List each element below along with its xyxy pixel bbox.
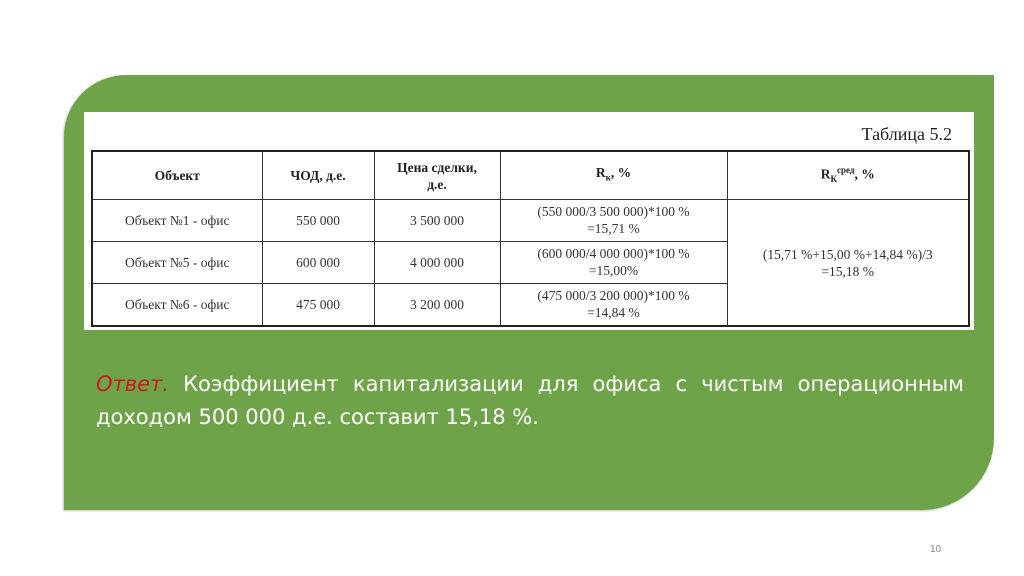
cell-object: Объект №5 - офис [92, 241, 262, 283]
answer-body: Коэффициент капитализации для офиса с чистым операционным доходом 500 000 д.е. составит 15,18 %. [96, 372, 964, 429]
header-noi: ЧОД, д.е. [262, 151, 374, 200]
answer-label: Ответ. [96, 372, 169, 396]
cell-noi: 550 000 [262, 200, 374, 242]
cell-object: Объект №1 - офис [92, 200, 262, 242]
cell-noi: 475 000 [262, 283, 374, 326]
table-row [92, 200, 969, 242]
cell-price: 3 500 000 [374, 200, 500, 242]
table-header-row [92, 151, 969, 200]
cell-rk: (550 000/3 500 000)*100 % =15,71 % [500, 200, 727, 242]
data-table [91, 150, 970, 327]
header-object: Объект [92, 151, 262, 200]
cell-price: 3 200 000 [374, 283, 500, 326]
cell-rk: (600 000/4 000 000)*100 % =15,00% [500, 241, 727, 283]
cell-price: 4 000 000 [374, 241, 500, 283]
table-image [84, 112, 974, 330]
cell-object: Объект №6 - офис [92, 283, 262, 326]
answer-paragraph [96, 368, 964, 434]
cell-rk-average: (15,71 %+15,00 %+14,84 %)/3 =15,18 % [727, 200, 969, 327]
header-rk-avg: $R_К^{сред}$, % [727, 151, 969, 200]
header-rk: $R_к$, % [500, 151, 727, 200]
page-number: 10 [930, 544, 942, 555]
cell-noi: 600 000 [262, 241, 374, 283]
cell-rk: (475 000/3 200 000)*100 % =14,84 % [500, 283, 727, 326]
header-price: Цена сделки, д.е. [374, 151, 500, 200]
table-caption: Таблица 5.2 [861, 124, 952, 144]
